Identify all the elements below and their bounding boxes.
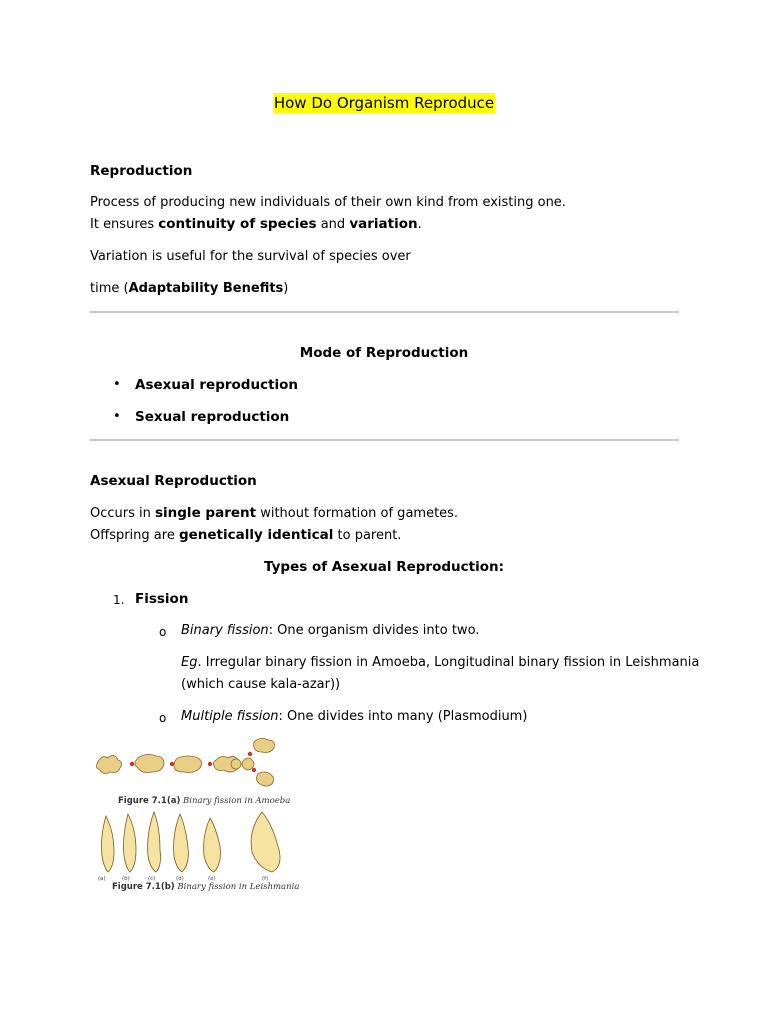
svg-text:(d): (d) (176, 876, 184, 882)
binary-fission-text: Binary fission: One organism divides into two. (181, 623, 480, 638)
fission-figure (92, 732, 308, 892)
asexual-offspring: Offspring are genetically identical to parent. (90, 527, 402, 543)
heading-types-asexual: Types of Asexual Reproduction: (264, 559, 504, 575)
mode-item-sexual: Sexual reproduction (135, 409, 290, 425)
caption-leishmania: Figure 7.1(b) Binary fission in Leishmania (112, 882, 300, 892)
svg-text:(f): (f) (262, 876, 269, 882)
document-title: How Do Organism Reproduce (273, 94, 495, 112)
heading-asexual-reproduction: Asexual Reproduction (90, 473, 257, 489)
leishmania-sequence-illustration (102, 812, 281, 872)
svg-text:(c): (c) (148, 876, 156, 882)
caption-amoeba: Figure 7.1(a) Binary fission in Amoeba (118, 796, 291, 806)
svg-text:(b): (b) (122, 876, 130, 882)
amoeba-sequence-illustration (96, 738, 274, 786)
list-number-1: 1. (113, 593, 125, 607)
divider-2 (90, 439, 679, 441)
heading-reproduction: Reproduction (90, 163, 193, 179)
divider-1 (90, 311, 679, 313)
reproduction-definition: Process of producing new individuals of their own kind from existing one. (90, 195, 566, 210)
bullet-1: • (113, 377, 121, 392)
bullet-2: • (113, 409, 121, 424)
heading-mode-of-reproduction: Mode of Reproduction (299, 345, 469, 361)
adaptability-text: time (Adaptability Benefits) (90, 281, 289, 296)
example-text-cont: (which cause kala-azar)) (181, 677, 341, 692)
multiple-fission-text: Multiple fission: One divides into many (Plasmodium) (181, 709, 528, 724)
mode-item-asexual: Asexual reproduction (135, 377, 299, 393)
fission-label: Fission (135, 591, 189, 607)
sub-bullet-1: o (159, 625, 167, 639)
svg-text:(e): (e) (208, 876, 216, 882)
reproduction-purpose: It ensures continuity of species and variation. (90, 216, 422, 232)
fission-illustration (92, 732, 308, 892)
sub-bullet-2: o (159, 711, 167, 725)
variation-text: Variation is useful for the survival of species over (90, 249, 411, 264)
svg-text:(a): (a) (98, 876, 106, 882)
asexual-single-parent: Occurs in single parent without formation of gametes. (90, 505, 459, 521)
example-text: Eg. Irregular binary fission in Amoeba, Longitudinal binary fission in Leishmania (181, 655, 700, 670)
